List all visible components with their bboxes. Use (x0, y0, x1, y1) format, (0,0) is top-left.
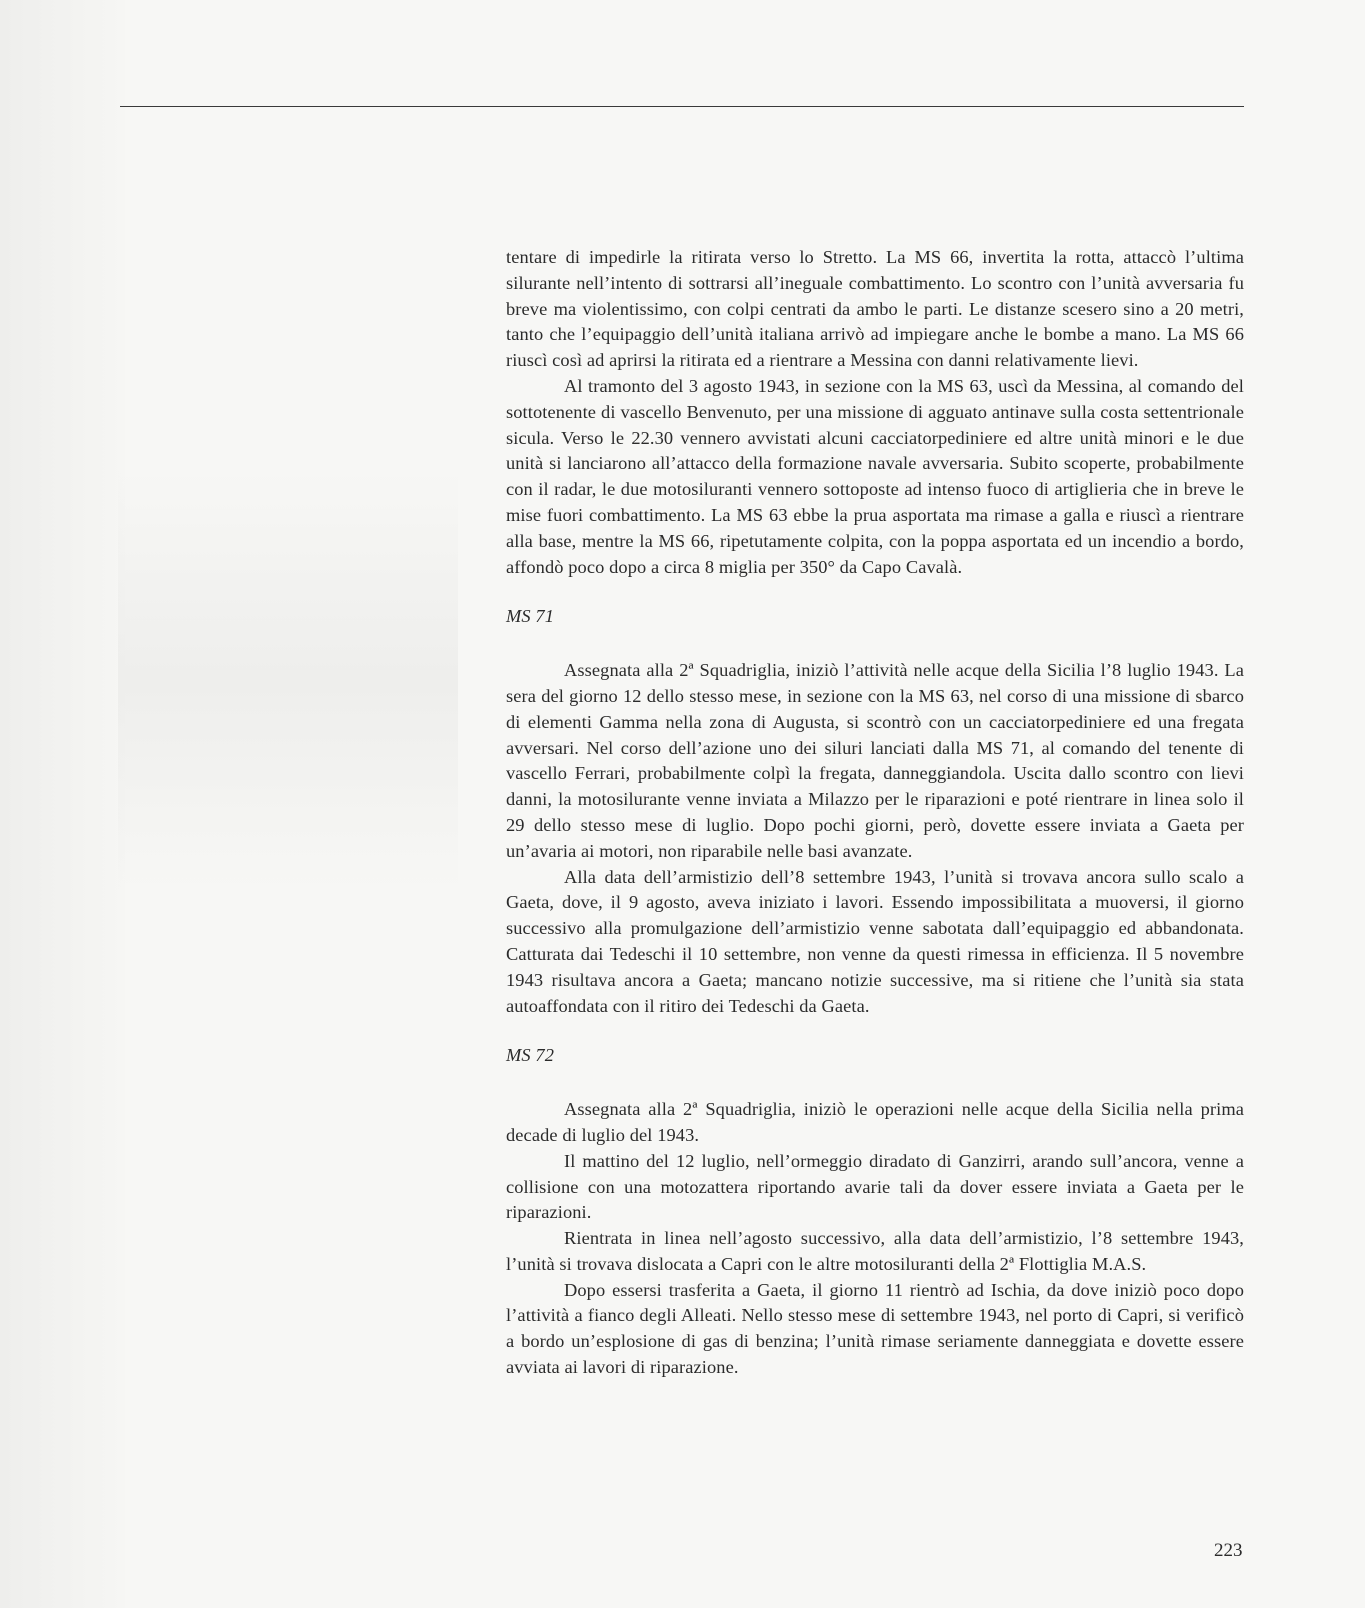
page-gutter-shadow (0, 0, 125, 1608)
show-through-image (118, 470, 458, 890)
paragraph: Assegnata alla 2ª Squadriglia, iniziò le operazioni nelle acque della Sicilia nella prima decade di luglio del 1943. (506, 1099, 1244, 1145)
page-number: 223 (1214, 1540, 1243, 1561)
paragraph: Rientrata in linea nell’agosto successivo, alla data dell’armistizio, l’8 settembre 1943, l’unità si trovava dislocata a Capri con le altre motosiluranti della 2ª Flottiglia M.A.S. (506, 1228, 1244, 1274)
paragraph: Assegnata alla 2ª Squadriglia, iniziò l’attività nelle acque della Sicilia l’8 luglio 1943. La sera del giorno 12 dello stesso mese, in sezione con la MS 63, nel corso di una missione di sbarco di elementi Gamma nella zona di Augusta, si scontrò con un cacciatorpediniere ed una fregata avversari. Nel corso dell’azione uno dei siluri lanciati dalla MS 71, al comando del tenente di vascello Ferrari, probabilmente colpì la fregata, danneggiandola. Uscita dallo scontro con lievi danni, la motosilurante venne inviata a Milazzo per le riparazioni e poté rientrare in linea solo il 29 dello stesso mese di luglio. Dopo pochi giorni, però, dovette essere inviata a Gaeta per un’avaria ai motori, non riparabile nelle basi avanzate. (506, 660, 1244, 861)
header-rule (120, 106, 1244, 107)
section-heading-ms71: MS 71 (506, 606, 555, 627)
paragraph: Il mattino del 12 luglio, nell’ormeggio diradato di Ganzirri, arando sull’ancora, venne a collisione con una motozattera riportando avarie tali da dover essere inviata a Gaeta per le riparazioni. (506, 1150, 1244, 1223)
paragraph: tentare di impedirle la ritirata verso lo Stretto. La MS 66, invertita la rotta, attaccò l’ultima silurante nell’intento di sottrarsi all’ineguale combattimento. Lo scontro con l’unità avversaria fu breve ma violentissimo, con colpi centrati da ambo le parti. Le distanze scesero sino a 20 metri, tanto che l’equipaggio dell’unità italiana arrivò ad impiegare anche le bombe a mano. La MS 66 riuscì così ad aprirsi la ritirata ed a rientrare a Messina con danni relativamente lievi. (506, 247, 1244, 371)
body-text (506, 245, 1244, 1381)
paragraph: Al tramonto del 3 agosto 1943, in sezione con la MS 63, uscì da Messina, al comando del sottotenente di vascello Benvenuto, per una missione di agguato antinave sulla costa settentrionale sicula. Verso le 22.30 vennero avvistati alcuni cacciatorpediniere ed altre unità minori e le due unità si lanciarono all’attacco della formazione navale avversaria. Subito scoperte, probabilmente con il radar, le due motosiluranti vennero sottoposte ad intenso fuoco di artiglieria che in breve le mise fuori combattimento. La MS 63 ebbe la prua asportata ma rimase a galla e riuscì a rientrare alla base, mentre la MS 66, ripetutamente colpita, con la poppa asportata ed un incendio a bordo, affondò poco dopo a circa 8 miglia per 350° da Capo Cavalà. (506, 375, 1244, 577)
paragraph: Alla data dell’armistizio dell’8 settembre 1943, l’unità si trovava ancora sullo scalo a Gaeta, dove, il 9 agosto, aveva iniziato i lavori. Essendo impossibilitata a muoversi, il giorno successivo alla promulgazione dell’armistizio venne sabotata dall’equipaggio ed abbandonata. Catturata dai Tedeschi il 10 settembre, non venne da questi rimessa in efficienza. Il 5 novembre 1943 risultava ancora a Gaeta; mancano notizie successive, ma si ritiene che l’unità sia stata autoaffondata con il ritiro dei Tedeschi da Gaeta. (506, 866, 1244, 1016)
paragraph: Dopo essersi trasferita a Gaeta, il giorno 11 rientrò ad Ischia, da dove iniziò poco dopo l’attività a fianco degli Alleati. Nello stesso mese di settembre 1943, nel porto di Capri, si verificò a bordo un’esplosione di gas di benzina; l’unità rimase seriamente danneggiata e dovette essere avviata ai lavori di riparazione. (506, 1279, 1244, 1378)
section-heading-ms72: MS 72 (506, 1045, 555, 1066)
